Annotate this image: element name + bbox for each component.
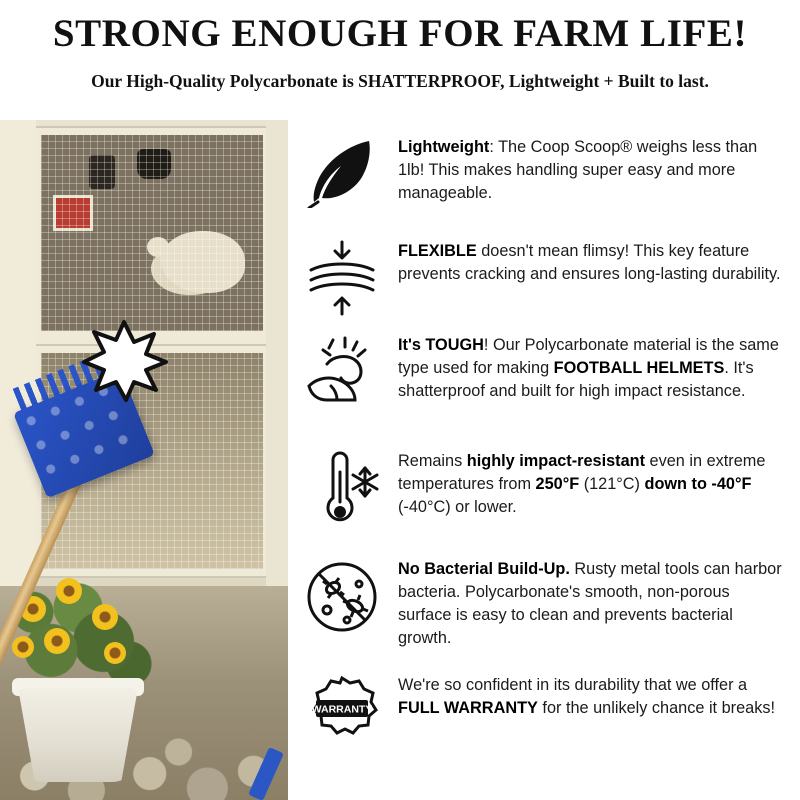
feature-tough-lead: It's TOUGH: [398, 336, 484, 354]
product-photo: [0, 120, 288, 800]
feature-flexible-lead: FLEXIBLE: [398, 242, 477, 260]
feature-lightweight: [298, 130, 782, 234]
feature-warranty-text: [398, 674, 782, 720]
flower: [104, 642, 126, 664]
feature-tough-helmets: FOOTBALL HELMETS: [553, 359, 725, 378]
temp-p4: (-40°C) or lower.: [398, 498, 517, 517]
feature-bacteria: [298, 552, 782, 668]
flexed-bicep-icon: [298, 334, 386, 408]
coop-window-upper: [34, 128, 270, 338]
temp-p2: even in extreme temperatures from: [398, 452, 766, 494]
feature-flexible-text: [398, 240, 782, 286]
flower: [44, 628, 70, 654]
feature-tough-body-1: ! Our Polycarbonate material is the same type used for making: [398, 336, 779, 378]
temp-b3: down to -40°F: [644, 475, 752, 494]
body: [0, 120, 800, 800]
feature-tough-body-2: . It's shatterproof and built for high impact resistance.: [398, 359, 754, 401]
feature-bacteria-body: Rusty metal tools can harbor bacteria. Polycarbonate's smooth, non-porous surface is easy to clean and prevents bacterial growth.: [398, 560, 782, 648]
feature-bacteria-text: [398, 558, 782, 651]
feature-temperature-text: [398, 450, 782, 519]
feature-flexible: [298, 234, 782, 328]
wire-mesh: [41, 135, 263, 331]
no-bacteria-icon: [298, 558, 386, 636]
feature-warranty: [298, 668, 782, 772]
flower: [56, 578, 82, 604]
window-frame-left: [0, 120, 36, 590]
temp-b1: highly impact-resistant: [466, 452, 646, 470]
warranty-badge-icon: [298, 674, 386, 742]
thermometer-snowflake-icon: [298, 450, 386, 530]
temp-p3: (121°C): [579, 475, 645, 494]
page-title: STRONG ENOUGH FOR FARM LIFE!: [52, 12, 748, 55]
temp-p1: Remains: [398, 452, 467, 470]
feature-tough-text: [398, 334, 782, 403]
warranty-p1: We're so confident in its durability that we offer a: [398, 676, 748, 694]
header: [0, 0, 800, 120]
warranty-p2: for the unlikely chance it breaks!: [537, 699, 775, 718]
feature-tough: [298, 328, 782, 444]
warranty-b1: FULL WARRANTY: [398, 699, 538, 718]
warranty-badge-label: WARRANTY: [311, 703, 373, 716]
window-frame-right: [266, 120, 288, 590]
feature-list: [288, 120, 800, 800]
flower: [92, 604, 118, 630]
feature-flexible-body: doesn't mean flimsy! This key feature prevents cracking and ensures long-lasting durability.: [398, 242, 781, 284]
feature-lightweight-text: [398, 136, 782, 205]
flower-pot: [18, 688, 138, 782]
flower: [12, 636, 34, 658]
feather-icon: [298, 136, 386, 208]
flexible-arrows-icon: [298, 240, 386, 316]
feature-lightweight-body: : The Coop Scoop® weighs less than 1lb! This makes handling super easy and more manageable.: [398, 138, 758, 203]
feature-bacteria-lead: No Bacterial Build-Up.: [398, 560, 570, 578]
feature-temperature: [298, 444, 782, 552]
feature-lightweight-lead: Lightweight: [398, 138, 490, 156]
page-subtitle: Our High-Quality Polycarbonate is SHATTERPROOF, Lightweight + Built to last.: [91, 70, 709, 91]
temp-b2: 250°F: [535, 475, 580, 494]
